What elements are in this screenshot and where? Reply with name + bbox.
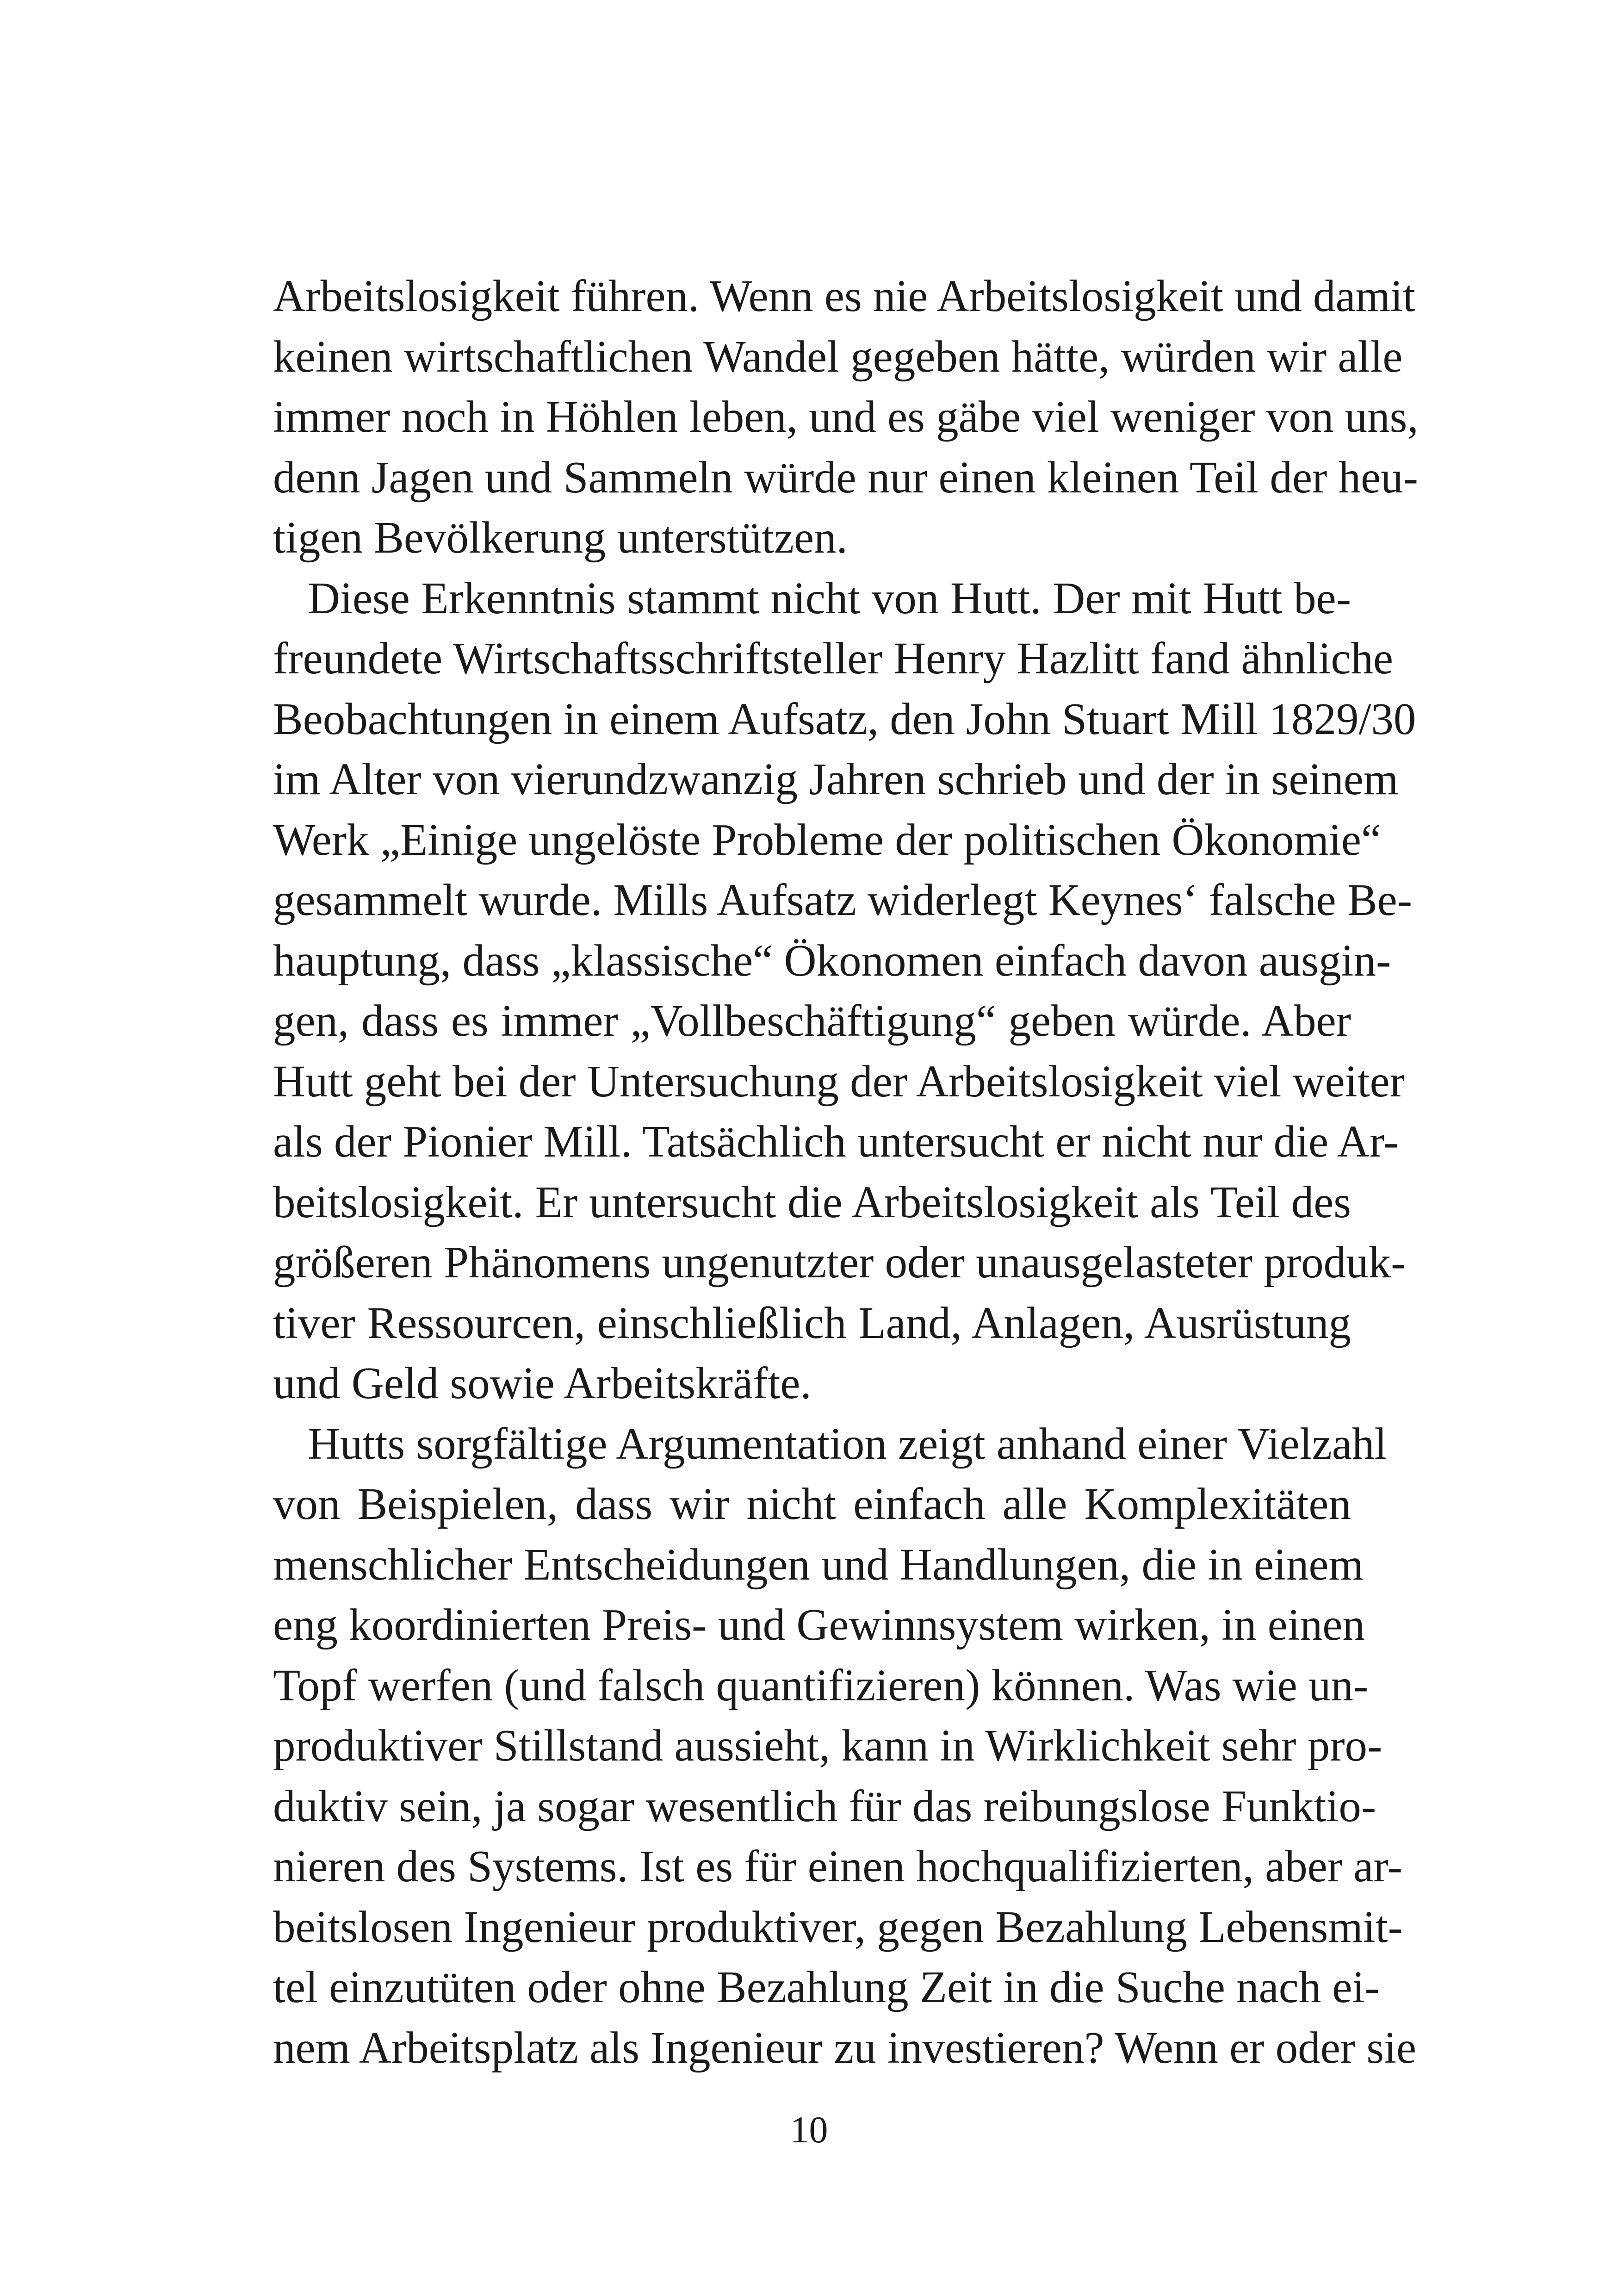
text-line: beitslosigkeit. Er untersucht die Arbeitslosigkeit als Teil des [273, 1177, 1351, 1227]
text-line: gesammelt wurde. Mills Aufsatz widerlegt Keynes‘ falsche Be- [273, 875, 1412, 925]
text-line: immer noch in Höhlen leben, und es gäbe viel weniger von uns, [273, 392, 1419, 442]
text-line: Topf werfen (und falsch quantifizieren) können. Was wie un- [273, 1660, 1369, 1710]
text-line: und Geld sowie Arbeitskräfte. [273, 1358, 812, 1408]
text-line: als der Pionier Mill. Tatsächlich untersucht er nicht nur die Ar- [273, 1117, 1399, 1166]
text-line: im Alter von vierundzwanzig Jahren schrieb und der in seinem [273, 754, 1399, 804]
text-line: freundete Wirtschaftsschriftsteller Henry Hazlitt fand ähnliche [273, 634, 1394, 683]
text-line: hauptung, dass „klassische“ Ökonomen einfach davon ausgin- [273, 935, 1391, 985]
page-number: 10 [790, 2109, 828, 2151]
text-line: tel einzutüten oder ohne Bezahlung Zeit in die Suche nach ei- [273, 1962, 1380, 2012]
text-line: Diese Erkenntnis stammt nicht von Hutt. Der mit Hutt be- [308, 573, 1351, 623]
text-line: denn Jagen und Sammeln würde nur einen kleinen Teil der heu- [273, 452, 1418, 502]
text-line: Beobachtungen in einem Aufsatz, den John Stuart Mill 1829/30 [273, 694, 1416, 744]
text-line: Arbeitslosigkeit führen. Wenn es nie Arbeitslosigkeit und damit [273, 271, 1415, 321]
text-line: nem Arbeitsplatz als Ingenieur zu investieren? Wenn er oder sie [273, 2022, 1417, 2072]
text-line: Hutts sorgfältige Argumentation zeigt anhand einer Vielzahl [308, 1419, 1387, 1468]
text-line: duktiv sein, ja sogar wesentlich für das reibungslose Funktio- [273, 1781, 1376, 1831]
text-line: gen, dass es immer „Vollbeschäftigung“ geben würde. Aber [273, 996, 1351, 1045]
text-line: keinen wirtschaftlichen Wandel gegeben hätte, würden wir alle [273, 331, 1403, 381]
text-line: menschlicher Entscheidungen und Handlungen, die in einem [273, 1539, 1364, 1589]
text-line: eng koordinierten Preis- und Gewinnsystem wirken, in einen [273, 1600, 1365, 1649]
body-text [273, 266, 1419, 2078]
text-line: produktiver Stillstand aussieht, kann in Wirklichkeit sehr pro- [273, 1721, 1382, 1770]
text-line: von Beispielen, dass wir nicht einfach alle Komplexitäten [273, 1479, 1351, 1529]
text-line: tigen Bevölkerung unterstützen. [273, 513, 848, 562]
text-line: beitslosen Ingenieur produktiver, gegen Bezahlung Lebensmit- [273, 1902, 1403, 1952]
text-line: nieren des Systems. Ist es für einen hochqualifizierten, aber ar- [273, 1842, 1403, 1891]
text-line: tiver Ressourcen, einschließlich Land, Anlagen, Ausrüstung [273, 1298, 1351, 1348]
text-line: Hutt geht bei der Untersuchung der Arbeitslosigkeit viel weiter [273, 1056, 1405, 1106]
text-line: größeren Phänomens ungenutzter oder unausgelasteter produk- [273, 1238, 1406, 1287]
text-line: Werk „Einige ungelöste Probleme der politischen Ökonomie“ [273, 815, 1381, 865]
